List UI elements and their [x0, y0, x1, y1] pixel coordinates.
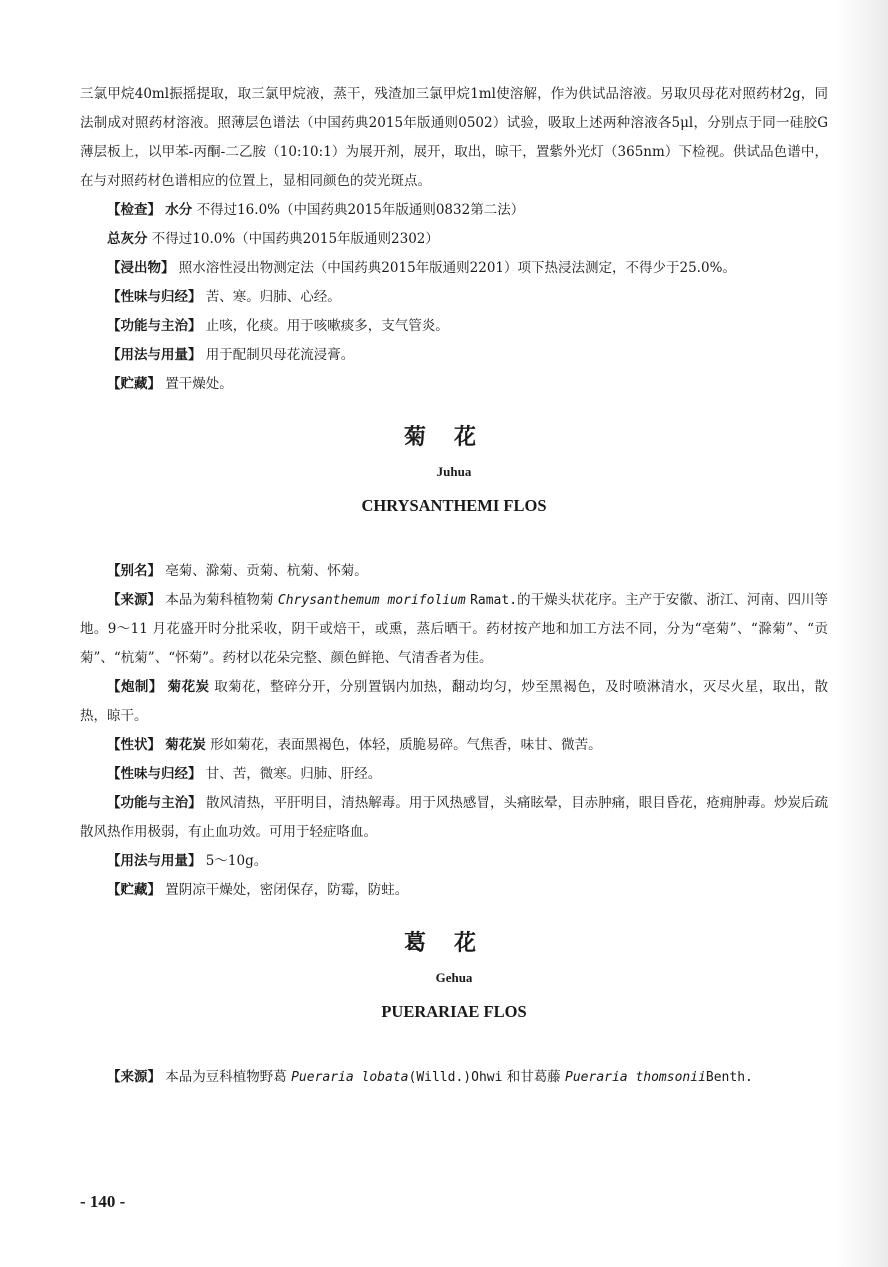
intro-paragraph: 三氯甲烷40ml振摇提取，取三氯甲烷液，蒸干，残渣加三氯甲烷1ml使溶解，作为供试品溶液。另取贝母花对照药材2g，同法制成对照药材溶液。照薄层色谱法（中国药典2015年版通则0502）试验，吸取上述两种溶液各5μl，分别点于同一硅胶G薄层板上，以甲苯-丙酮-二乙胺（10:10:1）为展开剂，展开，取出，晾干，置紫外光灯（365nm）下检视。供试品色谱中，在与对照药材色谱相应的位置上，显相同颜色的荧光斑点。 — [80, 86, 828, 189]
juhua-alias-section — [80, 557, 828, 586]
juhua-processing-section — [80, 673, 828, 731]
ash-section — [80, 225, 828, 254]
gehua-source-text-b: 和甘葛藤 — [506, 1069, 561, 1085]
juhua-nature-label: 【性味与归经】 — [107, 766, 202, 782]
check-text: 不得过16.0%（中国药典2015年版通则0832第二法） — [196, 202, 525, 218]
ash-sub: 总灰分 — [107, 231, 148, 247]
beimu-function-label: 【功能与主治】 — [107, 318, 202, 334]
beimu-storage-label: 【贮藏】 — [107, 376, 161, 392]
juhua-source-label: 【来源】 — [107, 592, 162, 608]
extract-label: 【浸出物】 — [107, 260, 175, 276]
juhua-usage-section — [80, 847, 828, 876]
juhua-title-chinese: 菊花 — [403, 425, 504, 450]
beimu-usage-label: 【用法与用量】 — [107, 347, 202, 363]
juhua-character-section — [80, 731, 828, 760]
juhua-character-text: 形如菊花，表面黑褐色，体轻，质脆易碎。气焦香，味甘、微苦。 — [210, 737, 602, 753]
beimu-storage-text: 置干燥处。 — [165, 376, 233, 392]
beimu-usage-section — [80, 341, 828, 370]
page-content — [80, 80, 828, 1092]
gehua-source-section — [80, 1063, 828, 1092]
beimu-function-section — [80, 312, 828, 341]
gehua-title-pinyin: Gehua — [435, 970, 473, 985]
juhua-processing-label: 【炮制】 — [107, 679, 163, 695]
gehua-source-author-1: (Willd.)Ohwi — [408, 1070, 503, 1085]
check-label: 【检查】 — [107, 202, 161, 218]
gehua-source-latin-2: Pueraria thomsonii — [565, 1070, 706, 1085]
juhua-nature-section — [80, 760, 828, 789]
page-edge-shadow — [836, 0, 888, 1267]
gehua-title-latin: PUERARIAE FLOS — [381, 1002, 527, 1021]
juhua-source-text-a: 本品为菊科植物菊 — [165, 592, 274, 608]
check-sub: 水分 — [165, 202, 193, 218]
extract-text: 照水溶性浸出物测定法（中国药典2015年版通则2201）项下热浸法测定，不得少于25.0%。 — [178, 260, 736, 276]
page-number: - 140 - — [80, 1192, 126, 1211]
ash-text: 不得过10.0%（中国药典2015年版通则2302） — [151, 231, 439, 247]
gehua-source-author-2: Benth. — [705, 1070, 753, 1085]
juhua-title-pinyin: Juhua — [436, 464, 472, 479]
juhua-storage-section — [80, 876, 828, 905]
beimu-nature-label: 【性味与归经】 — [107, 289, 202, 305]
gehua-source-latin-1: Pueraria lobata — [291, 1070, 409, 1085]
juhua-source-author: Ramat. — [470, 593, 518, 608]
juhua-storage-text: 置阴凉干燥处，密闭保存，防霉，防蛀。 — [165, 882, 409, 898]
juhua-source-text-b: 的干燥头状花序。主产于安徽、浙江、河南、四川等地。9～11 月花盛开时分批采收，阴干或焙干，或熏，蒸后晒干。药材按产地和加工方法不同，分为“亳菊”、“滁菊”、“贡菊”、“杭菊”、“怀菊”。药材以花朵完整、颜色鲜艳、气清香者为佳。 — [80, 592, 829, 666]
juhua-processing-text: 取菊花，整碎分开，分别置锅内加热，翻动均匀，炒至黑褐色，及时喷淋清水，灭尽火星，取出，散热，晾干。 — [80, 679, 829, 724]
beimu-storage-section — [80, 370, 828, 399]
juhua-character-sub: 菊花炭 — [165, 737, 206, 753]
check-section — [80, 196, 828, 225]
beimu-nature-section — [80, 283, 828, 312]
juhua-function-label: 【功能与主治】 — [107, 795, 202, 811]
beimu-nature-text: 苦、寒。归肺、心经。 — [205, 289, 341, 305]
juhua-nature-text: 甘、苦，微寒。归肺、肝经。 — [205, 766, 382, 782]
juhua-alias-text: 亳菊、滁菊、贡菊、杭菊、怀菊。 — [165, 563, 368, 579]
gehua-title-chinese: 葛花 — [403, 931, 504, 956]
gehua-source-label: 【来源】 — [107, 1069, 161, 1085]
gehua-source-text-a: 本品为豆科植物野葛 — [165, 1069, 287, 1085]
juhua-source-latin: Chrysanthemum morifolium — [277, 593, 466, 608]
juhua-usage-label: 【用法与用量】 — [107, 853, 202, 869]
juhua-usage-text: 5～10g。 — [205, 853, 268, 869]
beimu-function-text: 止咳，化痰。用于咳嗽痰多，支气管炎。 — [205, 318, 449, 334]
juhua-title-latin: CHRYSANTHEMI FLOS — [361, 496, 547, 515]
juhua-storage-label: 【贮藏】 — [107, 882, 161, 898]
juhua-alias-label: 【别名】 — [107, 563, 161, 579]
juhua-source-section — [80, 586, 828, 673]
juhua-function-section — [80, 789, 828, 847]
extract-section — [80, 254, 828, 283]
juhua-function-text: 散风清热，平肝明目，清热解毒。用于风热感冒，头痛眩晕，目赤肿痛，眼目昏花，疮痈肿毒。炒炭后疏散风热作用极弱，有止血功效。可用于轻症咯血。 — [80, 795, 829, 840]
juhua-processing-sub: 菊花炭 — [167, 679, 210, 695]
juhua-character-label: 【性状】 — [107, 737, 161, 753]
beimu-usage-text: 用于配制贝母花流浸膏。 — [205, 347, 355, 363]
